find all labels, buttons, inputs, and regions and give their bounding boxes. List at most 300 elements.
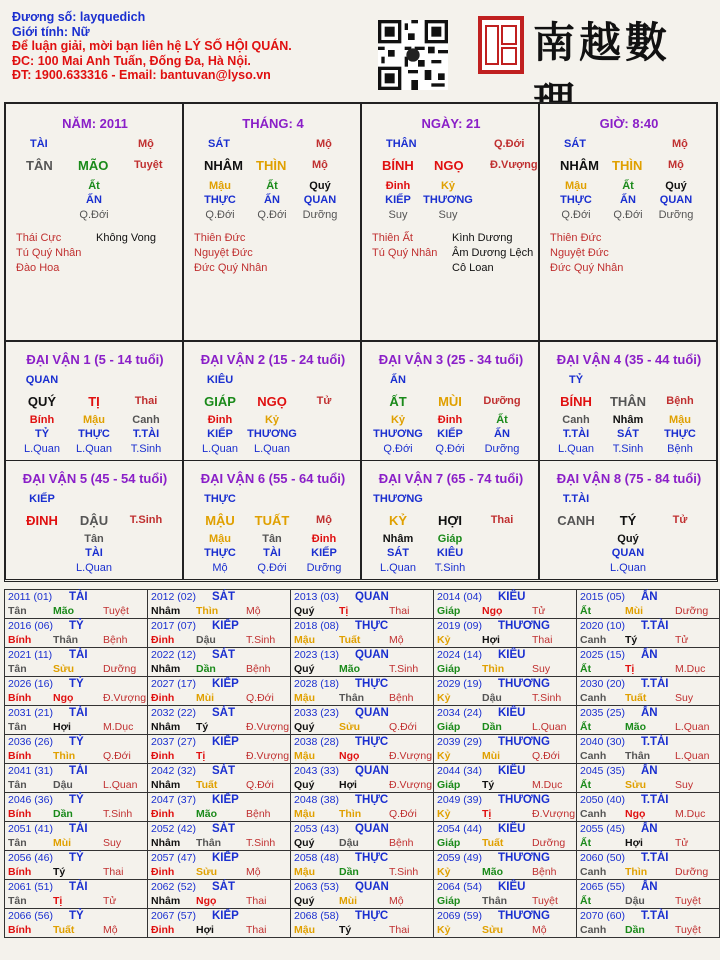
year-can: Kỷ xyxy=(437,808,451,820)
year-chi: Dần xyxy=(482,721,502,733)
year-god: SÁT xyxy=(212,591,235,603)
year-god: SÁT xyxy=(212,649,235,661)
year-status: T.Sinh xyxy=(389,663,419,675)
year-cell xyxy=(291,619,434,648)
year-can: Ất xyxy=(580,895,592,907)
year-chi: Tuất xyxy=(196,779,218,791)
year-can: Quý xyxy=(294,605,315,617)
year-cell xyxy=(577,648,720,677)
year-can: Kỷ xyxy=(437,692,451,704)
year-status: Bệnh xyxy=(103,634,128,646)
year-chi: Tý xyxy=(625,634,638,646)
year-cell-content xyxy=(291,677,433,705)
year-can: Ất xyxy=(580,605,592,617)
year-cell-content xyxy=(434,590,576,618)
year-label: 2037 (27) xyxy=(151,736,196,748)
year-label: 2053 (43) xyxy=(294,823,339,835)
year-label: 2059 (49) xyxy=(437,852,482,864)
year-can: Canh xyxy=(580,866,607,878)
year-cell xyxy=(434,677,577,706)
year-status: Bệnh xyxy=(389,692,414,704)
year-label: 2066 (56) xyxy=(8,910,53,922)
year-label: 2057 (47) xyxy=(151,852,196,864)
year-label: 2054 (44) xyxy=(437,823,482,835)
year-status: T.Sinh xyxy=(246,634,276,646)
year-chi: Tý xyxy=(339,924,352,936)
year-status: Tuyệt xyxy=(675,924,701,936)
year-chi: Tị xyxy=(339,605,349,617)
year-status: Bệnh xyxy=(532,866,557,878)
year-cell-content xyxy=(5,677,147,705)
address: ĐC: 100 Mai Anh Tuấn, Đống Đa, Hà Nội. xyxy=(12,53,251,68)
year-can: Quý xyxy=(294,837,315,849)
year-status: Đ.Vượng xyxy=(532,808,576,820)
hidden-state: T.Sinh xyxy=(434,562,466,574)
year-cell xyxy=(5,648,148,677)
year-status: Mộ xyxy=(246,866,261,878)
year-label: 2021 (11) xyxy=(8,649,53,661)
pillar-chi: NGỌ xyxy=(434,158,464,173)
star: Nguyệt Đức xyxy=(194,247,253,259)
hidden-god: QUAN xyxy=(303,194,337,206)
hidden-state: Mộ xyxy=(212,562,228,574)
dai-van-chi: TÝ xyxy=(619,513,637,528)
year-god: KIÊU xyxy=(498,707,526,719)
year-can: Mậu xyxy=(294,692,315,704)
year-status: Thai xyxy=(246,895,267,907)
year-god: SÁT xyxy=(212,765,235,777)
dai-van-status: Mộ xyxy=(316,514,332,526)
year-cell xyxy=(577,880,720,909)
year-cell-content xyxy=(291,851,433,879)
year-god: TỶ xyxy=(69,910,84,922)
year-cell-content xyxy=(577,822,719,850)
year-label: 2052 (42) xyxy=(151,823,196,835)
dai-van-god: THỰC xyxy=(204,493,236,505)
hidden-god: KIẾP xyxy=(207,428,233,440)
dai-van-can: QUÝ xyxy=(27,394,57,409)
year-chi: Thìn xyxy=(53,750,76,762)
year-label: 2012 (02) xyxy=(151,591,196,603)
year-label: 2028 (18) xyxy=(294,678,339,690)
year-status: Q.Đới xyxy=(389,721,417,733)
pillar-0 xyxy=(5,103,183,341)
hidden-state: Bệnh xyxy=(667,443,693,455)
year-cell-content xyxy=(291,735,433,763)
year-god: T.TÀI xyxy=(641,910,669,922)
pillar-chi-status: Đ.Vượng xyxy=(490,159,538,171)
hidden-god: KIẾP xyxy=(437,428,463,440)
dai-van-title: ĐẠI VẬN 5 (45 - 54 tuổi) xyxy=(22,471,168,486)
hidden-state: L.Quan xyxy=(23,443,61,455)
year-can: Tân xyxy=(8,779,27,791)
hidden-god: KIẾP xyxy=(311,547,337,559)
dai-van-status: Thai xyxy=(490,514,514,526)
year-chi: Tị xyxy=(53,895,63,907)
hidden-god: TỶ xyxy=(34,428,50,440)
year-cell xyxy=(434,648,577,677)
pillar-title: NGÀY: 21 xyxy=(421,116,481,131)
year-god: TỶ xyxy=(69,620,84,632)
year-god: KIÊU xyxy=(498,649,526,661)
year-cell-content xyxy=(434,706,576,734)
year-label: 2044 (34) xyxy=(437,765,482,777)
year-can: Đinh xyxy=(151,866,175,878)
year-chi: Thìn xyxy=(625,866,648,878)
hidden-can: Tân xyxy=(262,533,282,545)
year-cell-content xyxy=(577,648,719,676)
year-label: 2033 (23) xyxy=(294,707,339,719)
year-chi: Thìn xyxy=(482,663,505,675)
hidden-god: THỰC xyxy=(204,547,236,559)
star: Đào Hoa xyxy=(16,262,60,274)
year-can: Đinh xyxy=(151,634,175,646)
year-cell xyxy=(577,793,720,822)
hidden-can: Nhâm xyxy=(612,414,644,426)
year-god: KIÊU xyxy=(498,823,526,835)
hidden-god: KIÊU xyxy=(436,547,464,559)
year-cell xyxy=(148,619,291,648)
year-cell xyxy=(434,590,577,619)
year-cell-content xyxy=(5,619,147,647)
year-cell xyxy=(434,735,577,764)
table-row xyxy=(5,648,720,677)
year-cell xyxy=(5,793,148,822)
year-cell-content xyxy=(148,793,290,821)
year-chi: Hợi xyxy=(53,721,71,733)
hidden-can: Đinh xyxy=(207,414,233,426)
pillar-chi-status: Tuyệt xyxy=(134,159,163,171)
star: Đức Quý Nhân xyxy=(194,262,268,274)
year-chi: Hợi xyxy=(196,924,214,936)
annual-cycle-table xyxy=(4,589,720,938)
year-chi: Thân xyxy=(53,634,79,646)
dai-van-status: Thai xyxy=(134,395,158,407)
year-chi: Mùi xyxy=(339,895,358,907)
year-chi: Dần xyxy=(339,866,359,878)
hidden-god: THỰC xyxy=(664,428,696,440)
pillar-god: SÁT xyxy=(208,138,230,150)
hidden-god: THỰC xyxy=(78,428,110,440)
dai-van-can: ẤT xyxy=(389,394,407,409)
year-label: 2062 (52) xyxy=(151,881,196,893)
year-cell xyxy=(577,677,720,706)
year-cell-content xyxy=(434,764,576,792)
pillar-chi-status: Mộ xyxy=(668,159,684,171)
year-god: THỰC xyxy=(355,794,389,806)
year-cell-content xyxy=(577,619,719,647)
hidden-god: KIẾP xyxy=(385,194,411,206)
hidden-god: QUAN xyxy=(611,547,645,559)
year-label: 2067 (57) xyxy=(151,910,196,922)
hidden-state: Dưỡng xyxy=(484,443,520,455)
year-god: KIẾP xyxy=(212,620,239,632)
year-chi: Dậu xyxy=(53,779,73,791)
year-cell-content xyxy=(5,735,147,763)
year-cell xyxy=(577,619,720,648)
year-cell-content xyxy=(291,764,433,792)
year-cell-content xyxy=(5,822,147,850)
year-cell-content xyxy=(577,880,719,908)
year-god: KIẾP xyxy=(212,736,239,748)
dai-van-title: ĐẠI VẬN 4 (35 - 44 tuổi) xyxy=(556,352,702,367)
year-label: 2060 (50) xyxy=(580,852,625,864)
hidden-state: Q.Đới xyxy=(613,209,643,221)
year-label: 2011 (01) xyxy=(8,591,53,603)
table-row xyxy=(5,793,720,822)
year-chi: Hợi xyxy=(339,779,357,791)
year-god: TỶ xyxy=(69,678,84,690)
year-label: 2029 (19) xyxy=(437,678,482,690)
year-cell-content xyxy=(5,793,147,821)
pillar-1 xyxy=(183,103,361,341)
year-label: 2063 (53) xyxy=(294,881,339,893)
year-status: Bệnh xyxy=(246,663,271,675)
year-status: Đ.Vượng xyxy=(389,779,433,791)
year-label: 2040 (30) xyxy=(580,736,625,748)
year-chi: Mùi xyxy=(625,605,644,617)
year-status: Thai xyxy=(532,634,553,646)
dai-van-1 xyxy=(5,341,183,461)
year-can: Canh xyxy=(580,692,607,704)
year-status: Q.Đới xyxy=(246,692,274,704)
dai-van-status: Tử xyxy=(672,514,688,526)
year-chi: Dần xyxy=(53,808,73,820)
year-cell-content xyxy=(5,590,147,618)
year-god: TỶ xyxy=(69,852,84,864)
year-status: Tử xyxy=(675,837,689,849)
year-label: 2032 (22) xyxy=(151,707,196,719)
year-cell xyxy=(5,735,148,764)
year-cell-content xyxy=(434,648,576,676)
year-god: KIÊU xyxy=(498,881,526,893)
hidden-god: TÀI xyxy=(85,547,103,559)
dai-van-god: KIÊU xyxy=(206,374,234,386)
year-chi: Ngọ xyxy=(625,808,646,820)
owner-name: Đương số: layquedich xyxy=(12,10,146,24)
hidden-state: L.Quan xyxy=(75,562,113,574)
year-can: Ất xyxy=(580,779,592,791)
pillar-can: NHÂM xyxy=(204,158,243,173)
year-can: Nhâm xyxy=(151,721,181,733)
hidden-state: L.Quan xyxy=(557,443,595,455)
year-can: Ất xyxy=(580,721,592,733)
year-god: KIÊU xyxy=(498,765,526,777)
hidden-can: Quý xyxy=(617,533,639,545)
year-can: Giáp xyxy=(437,837,461,849)
year-label: 2061 (51) xyxy=(8,881,53,893)
star: Thiên Đức xyxy=(194,232,246,244)
year-can: Nhâm xyxy=(151,663,181,675)
year-cell-content xyxy=(5,909,147,937)
dai-van-3 xyxy=(361,341,539,461)
year-chi: Mùi xyxy=(196,692,215,704)
contact-invite: Để luận giải, mời bạn liên hệ LÝ SỐ HỘI QUÁN. xyxy=(12,39,292,53)
year-can: Tân xyxy=(8,895,27,907)
year-chi: Mão xyxy=(625,721,646,733)
year-status: Đ.Vượng xyxy=(246,721,290,733)
year-status: Đ.Vượng xyxy=(246,750,290,762)
year-god: ẤN xyxy=(641,707,658,719)
year-cell xyxy=(148,648,291,677)
year-god: QUAN xyxy=(355,765,389,777)
year-god: THỰC xyxy=(355,852,389,864)
year-cell xyxy=(577,822,720,851)
year-cell xyxy=(291,764,434,793)
year-status: Thai xyxy=(389,924,410,936)
year-cell xyxy=(5,706,148,735)
year-label: 2039 (29) xyxy=(437,736,482,748)
year-cell-content xyxy=(148,706,290,734)
year-cell-content xyxy=(148,619,290,647)
year-cell xyxy=(5,677,148,706)
year-cell-content xyxy=(148,851,290,879)
year-god: KIẾP xyxy=(212,910,239,922)
star: Thiên Đức xyxy=(550,232,602,244)
dai-van-title: ĐẠI VẬN 6 (55 - 64 tuổi) xyxy=(200,471,346,486)
year-god: TÀI xyxy=(69,707,88,719)
hidden-state: Suy xyxy=(438,209,458,221)
year-status: Tuyệt xyxy=(675,895,701,907)
hidden-god: THƯƠNG xyxy=(247,428,297,440)
pillar-chi-status: Mộ xyxy=(312,159,328,171)
year-status: Bệnh xyxy=(246,808,271,820)
year-god: ẤN xyxy=(641,881,658,893)
year-cell-content xyxy=(434,822,576,850)
dai-van-status: Bệnh xyxy=(666,395,694,407)
year-label: 2024 (14) xyxy=(437,649,482,661)
year-god: THỰC xyxy=(355,678,389,690)
year-label: 2030 (20) xyxy=(580,678,625,690)
year-can: Mậu xyxy=(294,866,315,878)
year-chi: Tị xyxy=(482,808,492,820)
year-god: SÁT xyxy=(212,707,235,719)
year-god: T.TÀI xyxy=(641,620,669,632)
year-status: Thai xyxy=(389,605,410,617)
year-chi: Thìn xyxy=(196,605,219,617)
year-god: TỶ xyxy=(69,736,84,748)
year-god: THỰC xyxy=(355,736,389,748)
year-god: QUAN xyxy=(355,823,389,835)
year-cell xyxy=(291,851,434,880)
year-cell xyxy=(5,822,148,851)
year-chi: Mão xyxy=(482,866,503,878)
pillar-phase: Mộ xyxy=(672,138,688,150)
year-cell xyxy=(291,822,434,851)
year-can: Tân xyxy=(8,663,27,675)
dai-van-chi: TỊ xyxy=(88,394,100,409)
year-chi: Mão xyxy=(53,605,74,617)
year-status: Thai xyxy=(103,866,124,878)
year-status: T.Sinh xyxy=(246,837,276,849)
year-can: Giáp xyxy=(437,663,461,675)
year-chi: Tuất xyxy=(53,924,75,936)
hidden-state: L.Quan xyxy=(609,562,647,574)
year-god: THƯƠNG xyxy=(498,736,550,748)
year-cell xyxy=(148,590,291,619)
hidden-state: Dưỡng xyxy=(306,562,342,574)
pillar-3 xyxy=(539,103,717,341)
year-god: SÁT xyxy=(212,823,235,835)
year-can: Kỷ xyxy=(437,634,451,646)
year-chi: Mùi xyxy=(482,750,501,762)
year-god: THỰC xyxy=(355,620,389,632)
year-label: 2025 (15) xyxy=(580,649,625,661)
dai-van-5 xyxy=(5,460,183,580)
table-row xyxy=(5,735,720,764)
dai-van-god: TỶ xyxy=(568,374,584,386)
year-cell-content xyxy=(434,880,576,908)
dai-van-4 xyxy=(539,341,717,461)
year-god: ẤN xyxy=(641,823,658,835)
year-cell xyxy=(148,764,291,793)
star: Tú Quý Nhân xyxy=(16,247,82,259)
year-cell-content xyxy=(291,648,433,676)
star: Âm Dương Lệch xyxy=(452,247,534,259)
dai-van-status: T.Sinh xyxy=(129,514,163,526)
hidden-state: Q.Đới xyxy=(435,443,465,455)
year-cell-content xyxy=(148,822,290,850)
year-cell xyxy=(148,793,291,822)
year-label: 2068 (58) xyxy=(294,910,339,922)
year-god: SÁT xyxy=(212,881,235,893)
year-cell-content xyxy=(291,619,433,647)
year-can: Đinh xyxy=(151,750,175,762)
year-god: TỶ xyxy=(69,794,84,806)
year-can: Giáp xyxy=(437,895,461,907)
year-status: Suy xyxy=(675,779,694,791)
year-label: 2048 (38) xyxy=(294,794,339,806)
dai-van-can: ĐINH xyxy=(26,513,58,528)
hidden-can: Mậu xyxy=(669,414,691,426)
year-cell xyxy=(291,735,434,764)
hidden-state: L.Quan xyxy=(75,443,113,455)
year-cell xyxy=(577,851,720,880)
year-cell xyxy=(148,851,291,880)
table-row xyxy=(5,590,720,619)
year-cell-content xyxy=(577,793,719,821)
year-cell-content xyxy=(577,851,719,879)
year-cell xyxy=(291,677,434,706)
year-chi: Mão xyxy=(339,663,360,675)
year-label: 2031 (21) xyxy=(8,707,53,719)
hidden-god: THƯƠNG xyxy=(423,194,473,206)
year-chi: Dần xyxy=(196,663,216,675)
hidden-can: Quý xyxy=(309,180,331,192)
pillar-god: TÀI xyxy=(30,138,48,150)
year-status: M.Dục xyxy=(532,779,563,791)
year-cell-content xyxy=(291,793,433,821)
dai-van-chi: THÂN xyxy=(609,394,647,409)
pillar-can: NHÂM xyxy=(560,158,599,173)
year-god: ẤN xyxy=(641,591,658,603)
year-label: 2035 (25) xyxy=(580,707,625,719)
year-label: 2042 (32) xyxy=(151,765,196,777)
year-chi: Sửu xyxy=(196,866,218,878)
year-cell xyxy=(148,735,291,764)
dai-van-god: KIẾP xyxy=(29,493,55,505)
year-chi: Sửu xyxy=(53,663,75,675)
year-status: M.Dục xyxy=(103,721,134,733)
year-can: Canh xyxy=(580,808,607,820)
year-cell xyxy=(291,880,434,909)
dai-van-chi: DẬU xyxy=(79,513,109,528)
year-cell-content xyxy=(148,764,290,792)
hidden-can: Bính xyxy=(29,414,55,426)
year-god: T.TÀI xyxy=(641,678,669,690)
year-status: M.Dục xyxy=(675,663,706,675)
year-label: 2020 (10) xyxy=(580,620,625,632)
